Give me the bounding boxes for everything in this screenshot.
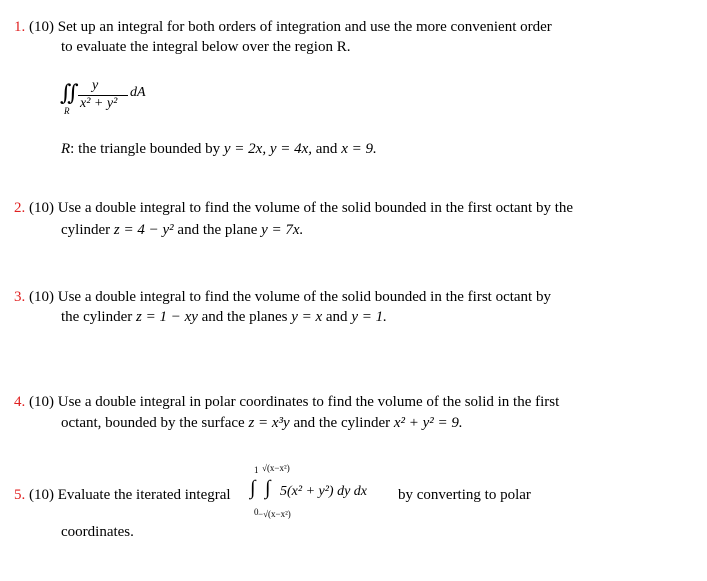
problem-text: by converting to polar	[398, 487, 531, 503]
problem-2-line-1	[14, 199, 573, 217]
fraction-numerator: y	[92, 78, 99, 93]
inner-upper-limit: √(x−x²)	[262, 463, 290, 473]
problem-text: Use a double integral to find the volume of the solid bounded in the first octant by	[57, 289, 551, 305]
problem-1-line-1	[14, 18, 552, 36]
problem-text: coordinates.	[61, 524, 134, 540]
problem-3-line-1	[14, 288, 551, 306]
region-math: y = 2x, y = 4x,	[223, 141, 313, 157]
inner-lower-limit: −√(x−x²)	[258, 509, 291, 519]
integral-differential: dA	[130, 85, 146, 100]
problem-4-line-2	[61, 414, 463, 432]
problem-points: (10)	[29, 19, 54, 35]
problem-text: and the planes	[201, 309, 292, 325]
integrand: 5(x² + y²) dy dx	[280, 484, 368, 499]
problem-1-line-2	[61, 38, 350, 56]
problem-number: 2.	[14, 200, 26, 216]
problem-points: (10)	[29, 487, 54, 503]
problem-text: Evaluate the iterated integral	[57, 487, 231, 503]
problem-5-iterated-integral	[250, 465, 400, 521]
integral-region: R	[64, 106, 70, 116]
problem-1-region	[61, 140, 377, 158]
problem-1-integral	[60, 76, 170, 120]
outer-upper-limit: 1	[254, 465, 259, 475]
equation: z = x³y	[248, 415, 290, 431]
double-integral-symbol: ∬	[60, 80, 72, 105]
problem-points: (10)	[29, 200, 54, 216]
problem-text: Use a double integral in polar coordinates to find the volume of the solid in the first	[57, 394, 560, 410]
region-label: R	[61, 141, 71, 157]
problem-number: 3.	[14, 289, 26, 305]
equation: z = 1 − xy	[135, 309, 198, 325]
outer-lower-limit: 0	[254, 507, 259, 517]
problem-5-line-1-end	[398, 486, 531, 504]
problem-5-line-2	[61, 523, 134, 541]
outer-integral-symbol: ∫	[250, 477, 256, 499]
problem-number: 1.	[14, 19, 26, 35]
problem-2-line-2	[61, 221, 303, 239]
equation: y = 7x.	[261, 222, 304, 238]
problem-4-line-1	[14, 393, 559, 411]
problem-text: to evaluate the integral below over the region R.	[61, 39, 351, 55]
problem-text: and	[322, 309, 352, 325]
problem-points: (10)	[29, 289, 54, 305]
inner-integral-symbol: ∫	[265, 477, 271, 499]
equation: x² + y² = 9.	[393, 415, 463, 431]
equation: y = x	[291, 309, 323, 325]
region-math-2: x = 9.	[341, 141, 377, 157]
problem-number: 5.	[14, 487, 26, 503]
problem-3-line-2	[61, 308, 387, 326]
problem-points: (10)	[29, 394, 54, 410]
problem-text: octant, bounded by the surface	[61, 415, 249, 431]
problem-text: the cylinder	[61, 309, 136, 325]
equation: z = 4 − y²	[113, 222, 174, 238]
problem-text: Set up an integral for both orders of integration and use the more convenient order	[57, 19, 552, 35]
fraction-denominator: x² + y²	[80, 96, 118, 111]
region-and: and	[312, 141, 342, 157]
region-text: : the triangle bounded by	[70, 141, 224, 157]
problem-5-line-1	[14, 486, 231, 504]
problem-text: and the cylinder	[293, 415, 394, 431]
problem-text: and the plane	[177, 222, 262, 238]
problem-text: Use a double integral to find the volume of the solid bounded in the first octant by the	[57, 200, 574, 216]
equation: y = 1.	[351, 309, 387, 325]
problem-number: 4.	[14, 394, 26, 410]
problem-text: cylinder	[61, 222, 114, 238]
